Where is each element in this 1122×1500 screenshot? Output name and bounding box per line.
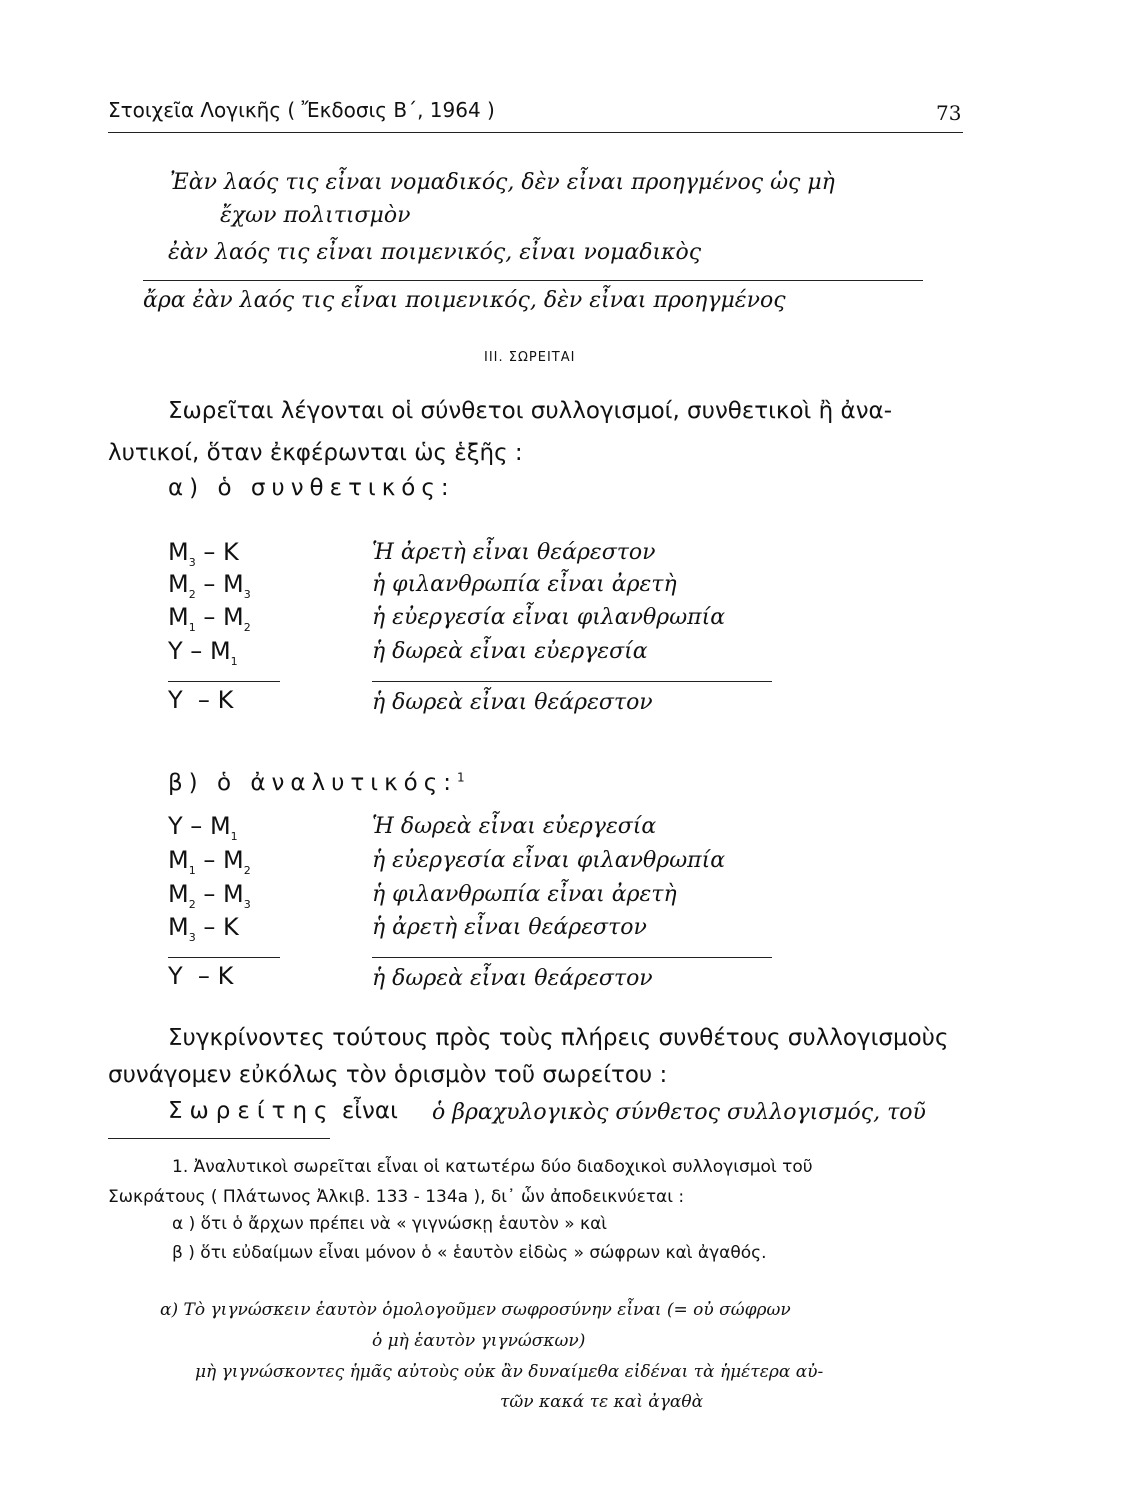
definition-term: Σωρείτης [168, 1098, 335, 1124]
formula-right-index: 3 [243, 897, 251, 911]
synthetic-text-rule [372, 681, 772, 682]
formula-right-term: M [222, 603, 244, 631]
formula-left-term: M [168, 570, 189, 598]
footnote-line-2: Σωκράτους ( Πλάτωνος Ἀλκιβ. 133 - 134a ), δι᾿ ὧν ἀποδεικνύεται : [108, 1187, 685, 1207]
formula-left-index: 1 [188, 863, 196, 877]
example-line-3: μὴ γιγνώσκοντες ἡμᾶς αὐτοὺς οὐκ ἂν δυναίμεθα εἰδέναι τὰ ἡμέτερα αὐ- [195, 1362, 824, 1382]
premise-line-1: Ἐὰν λαός τις εἶναι νομαδικός, δὲν εἶναι προηγμένος ὡς μὴ [170, 170, 835, 195]
premise-line-2: ἐὰν λαός τις εἶναι ποιμενικός, εἶναι νομαδικὸς [168, 240, 702, 265]
section-heading: ΙΙΙ. ΣΩΡΕΙΤΑΙ [484, 350, 576, 365]
formula: $M_2 - M_3$ [168, 880, 251, 911]
footnote-rule [108, 1138, 330, 1139]
formula-right-term: M [209, 637, 231, 665]
formula-right-index: 2 [243, 620, 251, 634]
proposition: ἡ εὐεργεσία εἶναι φιλανθρωπία [372, 605, 726, 630]
formula: $M_3$ – K [168, 913, 239, 944]
footnote-marker: 1 [456, 770, 465, 785]
conclusion-formula: Y – K [168, 686, 234, 714]
formula-left-term: M [168, 538, 189, 566]
formula-left-term: Y [168, 962, 183, 990]
comparison-line-2: συνάγομεν εὐκόλως τὸν ὁρισμὸν τοῦ σωρείτου : [108, 1062, 668, 1088]
example-line-4: τῶν κακά τε καὶ ἀγαθὰ [500, 1392, 704, 1412]
proposition: ἡ φιλανθρωπία εἶναι ἀρετὴ [372, 882, 677, 907]
conclusion-rule [143, 280, 923, 281]
analytic-label [168, 770, 465, 796]
formula-right-term: K [222, 913, 239, 941]
footnote-line-3: α ) ὅτι ὁ ἄρχων πρέπει νὰ « γιγνώσκῃ ἑαυτὸν » καὶ [172, 1214, 608, 1234]
formula-right-term: K [222, 538, 239, 566]
proposition: ἡ εὐεργεσία εἶναι φιλανθρωπία [372, 848, 726, 873]
formula-right-term: M [209, 812, 231, 840]
formula-right-term: M [222, 846, 244, 874]
synthetic-label: α) ὁ συνθετικός: [168, 475, 455, 501]
formula-right-term: M [222, 880, 244, 908]
running-header: Στοιχεῖα Λογικῆς ( Ἔκδοσις Β΄, 1964 ) [108, 98, 495, 122]
premise-line-1-continued: ἔχων πολιτισμὸν [220, 203, 411, 228]
formula-right-index: 1 [230, 654, 238, 668]
formula-left-index: 2 [188, 587, 196, 601]
comparison-line-1: Συγκρίνοντες τούτους πρὸς τοὺς πλήρεις συνθέτους συλλογισμοὺς [168, 1025, 949, 1051]
formula-left-term: M [168, 880, 189, 908]
conclusion-formula: Y – K [168, 962, 234, 990]
intro-paragraph-line-2: λυτικοί, ὅταν ἐκφέρωνται ὡς ἑξῆς : [108, 440, 523, 466]
synthetic-formula-rule [168, 681, 280, 682]
analytic-label-text: β) ὁ ἀναλυτικός: [168, 770, 457, 796]
conclusion-line: ἄρα ἐὰν λαός τις εἶναι ποιμενικός, δὲν εἶναι προηγμένος [143, 288, 786, 313]
analytic-formula-rule [168, 957, 280, 958]
formula-right-term: M [222, 570, 244, 598]
definition-lead [168, 1098, 398, 1124]
definition-text: ὁ βραχυλογικὸς σύνθετος συλλογισμός, τοῦ [432, 1100, 926, 1125]
formula: $M_3$ – K [168, 538, 239, 569]
formula-left-term: Y [168, 686, 183, 714]
formula-left-index: 3 [188, 930, 196, 944]
header-rule [108, 132, 963, 133]
formula-left-index: 3 [188, 555, 196, 569]
conclusion-proposition: ἡ δωρεὰ εἶναι θεάρεστον [372, 690, 653, 715]
formula: Y – $M_1$ [168, 812, 238, 843]
intro-paragraph-line-1: Σωρεῖται λέγονται οἱ σύνθετοι συλλογισμοί, συνθετικοὶ ἢ ἀνα- [168, 398, 893, 424]
formula-left-term: Y [168, 812, 183, 840]
formula: $M_2 - M_3$ [168, 570, 251, 601]
definition-verb: εἶναι [341, 1098, 398, 1124]
formula: Y – $M_1$ [168, 637, 238, 668]
formula-right-index: 1 [230, 829, 238, 843]
example-line-1: α) Τὸ γιγνώσκειν ἑαυτὸν ὁμολογοῦμεν σωφροσύνην εἶναι (= οὐ σώφρων [160, 1300, 791, 1320]
formula-left-term: M [168, 913, 189, 941]
proposition: Ἡ δωρεὰ εἶναι εὐεργεσία [372, 814, 657, 839]
example-line-2: ὁ μὴ ἑαυτὸν γιγνώσκων) [372, 1331, 586, 1351]
analytic-text-rule [372, 957, 772, 958]
proposition: Ἡ ἀρετὴ εἶναι θεάρεστον [372, 540, 656, 565]
formula: $M_1 - M_2$ [168, 846, 251, 877]
formula-right-index: 2 [243, 863, 251, 877]
proposition: ἡ φιλανθρωπία εἶναι ἀρετὴ [372, 572, 677, 597]
formula: $M_1 - M_2$ [168, 603, 251, 634]
conclusion-proposition: ἡ δωρεὰ εἶναι θεάρεστον [372, 966, 653, 991]
formula-right-index: 3 [243, 587, 251, 601]
footnote-line-4: β ) ὅτι εὐδαίμων εἶναι μόνον ὁ « ἑαυτὸν εἰδὼς » σώφρων καὶ ἀγαθός. [172, 1243, 767, 1263]
formula-right-term: K [217, 962, 234, 990]
formula-left-term: Y [168, 637, 183, 665]
formula-left-term: M [168, 603, 189, 631]
formula-left-index: 2 [188, 897, 196, 911]
proposition: ἡ ἀρετὴ εἶναι θεάρεστον [372, 915, 647, 940]
formula-left-term: M [168, 846, 189, 874]
formula-left-index: 1 [188, 620, 196, 634]
proposition: ἡ δωρεὰ εἶναι εὐεργεσία [372, 639, 648, 664]
footnote-line-1: 1. Ἀναλυτικοὶ σωρεῖται εἶναι οἱ κατωτέρω δύο διαδοχικοὶ συλλογισμοὶ τοῦ [172, 1157, 813, 1177]
page-number: 73 [936, 101, 962, 125]
formula-right-term: K [217, 686, 234, 714]
